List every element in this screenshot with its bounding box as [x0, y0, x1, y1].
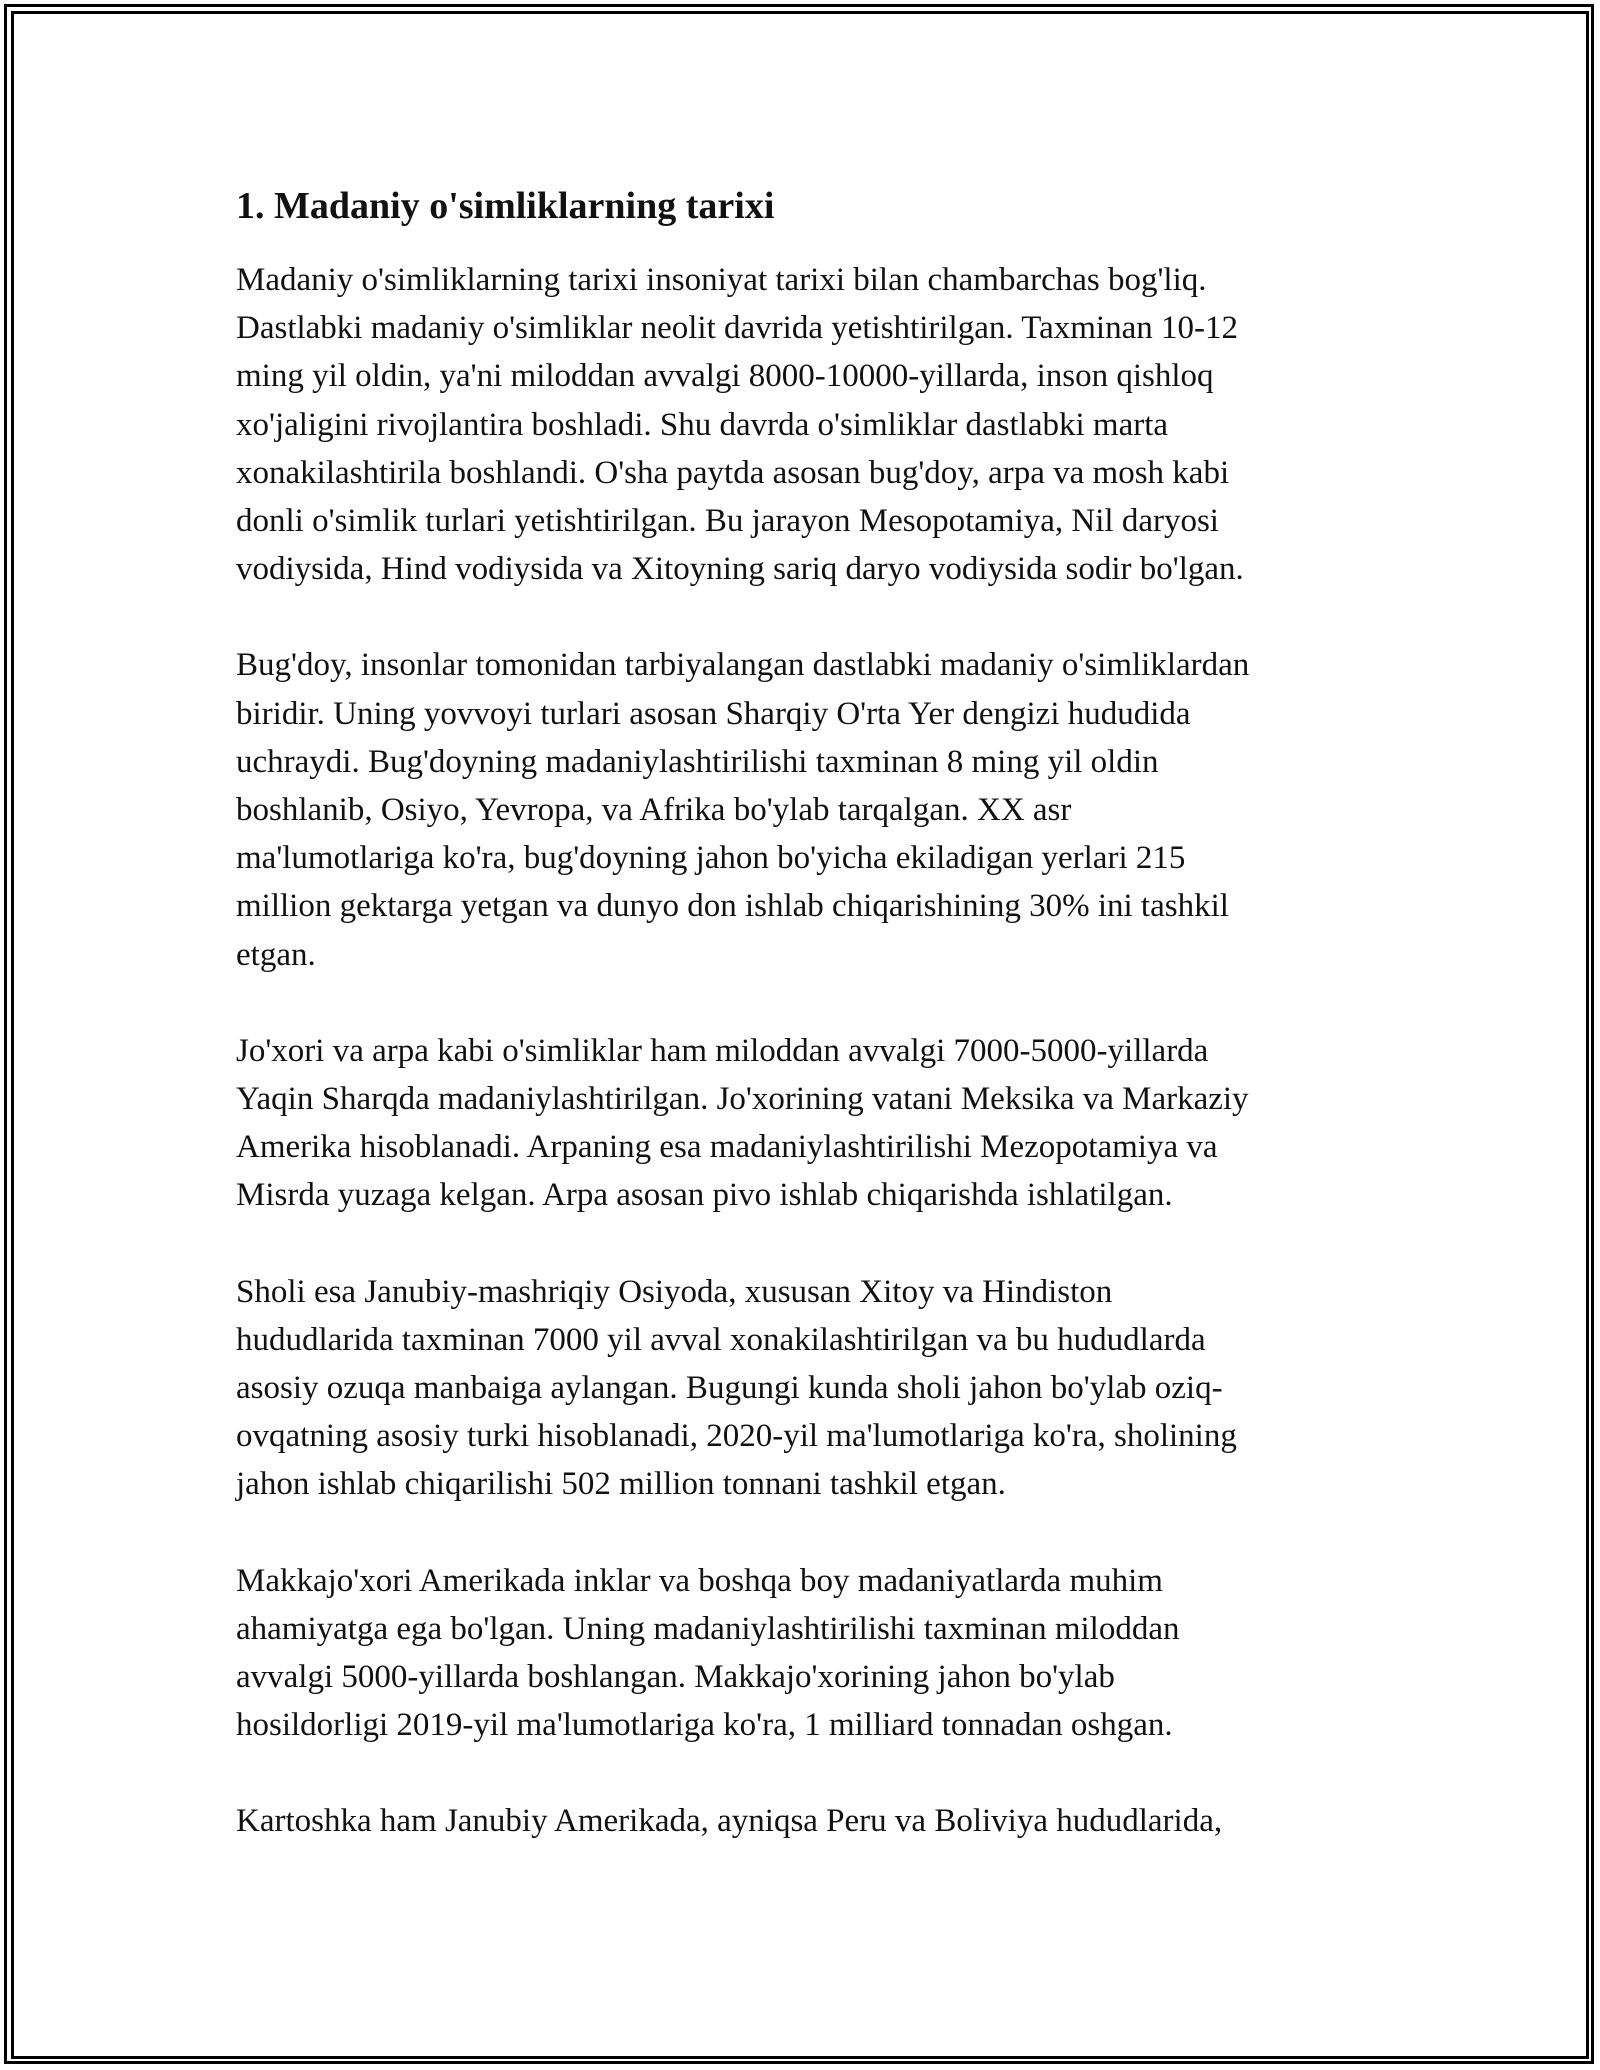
text-line: xonakilashtirila boshlandi. O'sha paytda asosan bug'doy, arpa va mosh kabi — [236, 454, 1230, 491]
text-line: jahon ishlab chiqarilishi 502 million tonnani tashkil etgan. — [236, 1466, 1006, 1503]
text-line: ahamiyatga ega bo'lgan. Uning madaniylashtirilishi taxminan miloddan — [236, 1610, 1180, 1647]
text-line: Amerika hisoblanadi. Arpaning esa madaniylashtirilishi Mezopotamiya va — [236, 1129, 1218, 1166]
text-line: hosildorligi 2019-yil ma'lumotlariga ko'ra, 1 milliard tonnadan oshgan. — [236, 1707, 1173, 1744]
text-line: ming yil oldin, ya'ni miloddan avvalgi 8000-10000-yillarda, inson qishloq — [236, 358, 1214, 395]
text-line: donli o'simlik turlari yetishtirilgan. Bu jarayon Mesopotamiya, Nil daryosi — [236, 503, 1219, 540]
text-line: Madaniy o'simliklarning tarixi insoniyat tarixi bilan chambarchas bog'liq. — [236, 262, 1207, 298]
paragraph — [236, 1268, 1386, 1509]
text-line: million gektarga yetgan va dunyo don ishlab chiqarishining 30% ini tashkil — [236, 888, 1229, 925]
text-line: ma'lumotlariga ko'ra, bug'doyning jahon bo'yicha ekiladigan yerlari 215 — [236, 840, 1186, 877]
text-line: Kartoshka ham Janubiy Amerikada, ayniqsa Peru va Boliviya hududlarida, — [236, 1803, 1223, 1840]
text-line: uchraydi. Bug'doyning madaniylashtirilishi taxminan 8 ming yil oldin — [236, 743, 1159, 780]
text-line: Yaqin Sharqda madaniylashtirilgan. Jo'xorining vatani Meksika va Markaziy — [236, 1081, 1249, 1118]
text-line: xo'jaligini rivojlantira boshladi. Shu davrda o'simliklar dastlabki marta — [236, 406, 1169, 443]
text-line: asosiy ozuqa manbaiga aylangan. Bugungi kunda sholi jahon bo'ylab oziq- — [236, 1370, 1223, 1407]
text-line: Sholi esa Janubiy-mashriqiy Osiyoda, xususan Xitoy va Hindiston — [236, 1273, 1113, 1310]
text-line: Jo'xori va arpa kabi o'simliklar ham miloddan avvalgi 7000-5000-yillarda — [236, 1032, 1209, 1069]
text-line: hududlarida taxminan 7000 yil avval xonakilashtirilgan va bu hududlarda — [236, 1321, 1206, 1358]
document-body — [236, 182, 1386, 1894]
paragraph — [236, 256, 1386, 593]
text-line: boshlanib, Osiyo, Yevropa, va Afrika bo'ylab tarqalgan. XX asr — [236, 792, 1072, 829]
text-line: avvalgi 5000-yillarda boshlangan. Makkajo'xorining jahon bo'ylab — [236, 1659, 1115, 1696]
paragraph — [236, 1797, 1386, 1845]
text-line: ovqatning asosiy turki hisoblanadi, 2020-yil ma'lumotlariga ko'ra, sholining — [236, 1418, 1237, 1455]
section-title: 1. Madaniy o'simliklarning tarixi — [236, 185, 775, 227]
paragraph-list — [236, 256, 1386, 1846]
paragraph — [236, 1027, 1386, 1220]
text-line: biridir. Uning yovvoyi turlari asosan Sharqiy O'rta Yer dengizi hududida — [236, 695, 1191, 732]
text-line: Misrda yuzaga kelgan. Arpa asosan pivo ishlab chiqarishda ishlatilgan. — [236, 1177, 1173, 1214]
paragraph — [236, 1557, 1386, 1750]
text-line: etgan. — [236, 936, 316, 973]
text-line: Bug'doy, insonlar tomonidan tarbiyalangan dastlabki madaniy o'simliklardan — [236, 647, 1250, 684]
text-line: Makkajo'xori Amerikada inklar va boshqa boy madaniyatlarda muhim — [236, 1562, 1163, 1599]
paragraph — [236, 641, 1386, 978]
text-line: Dastlabki madaniy o'simliklar neolit davrida yetishtirilgan. Taxminan 10-12 — [236, 310, 1238, 347]
text-line: vodiysida, Hind vodiysida va Xitoyning sariq daryo vodiysida sodir bo'lgan. — [236, 551, 1244, 588]
